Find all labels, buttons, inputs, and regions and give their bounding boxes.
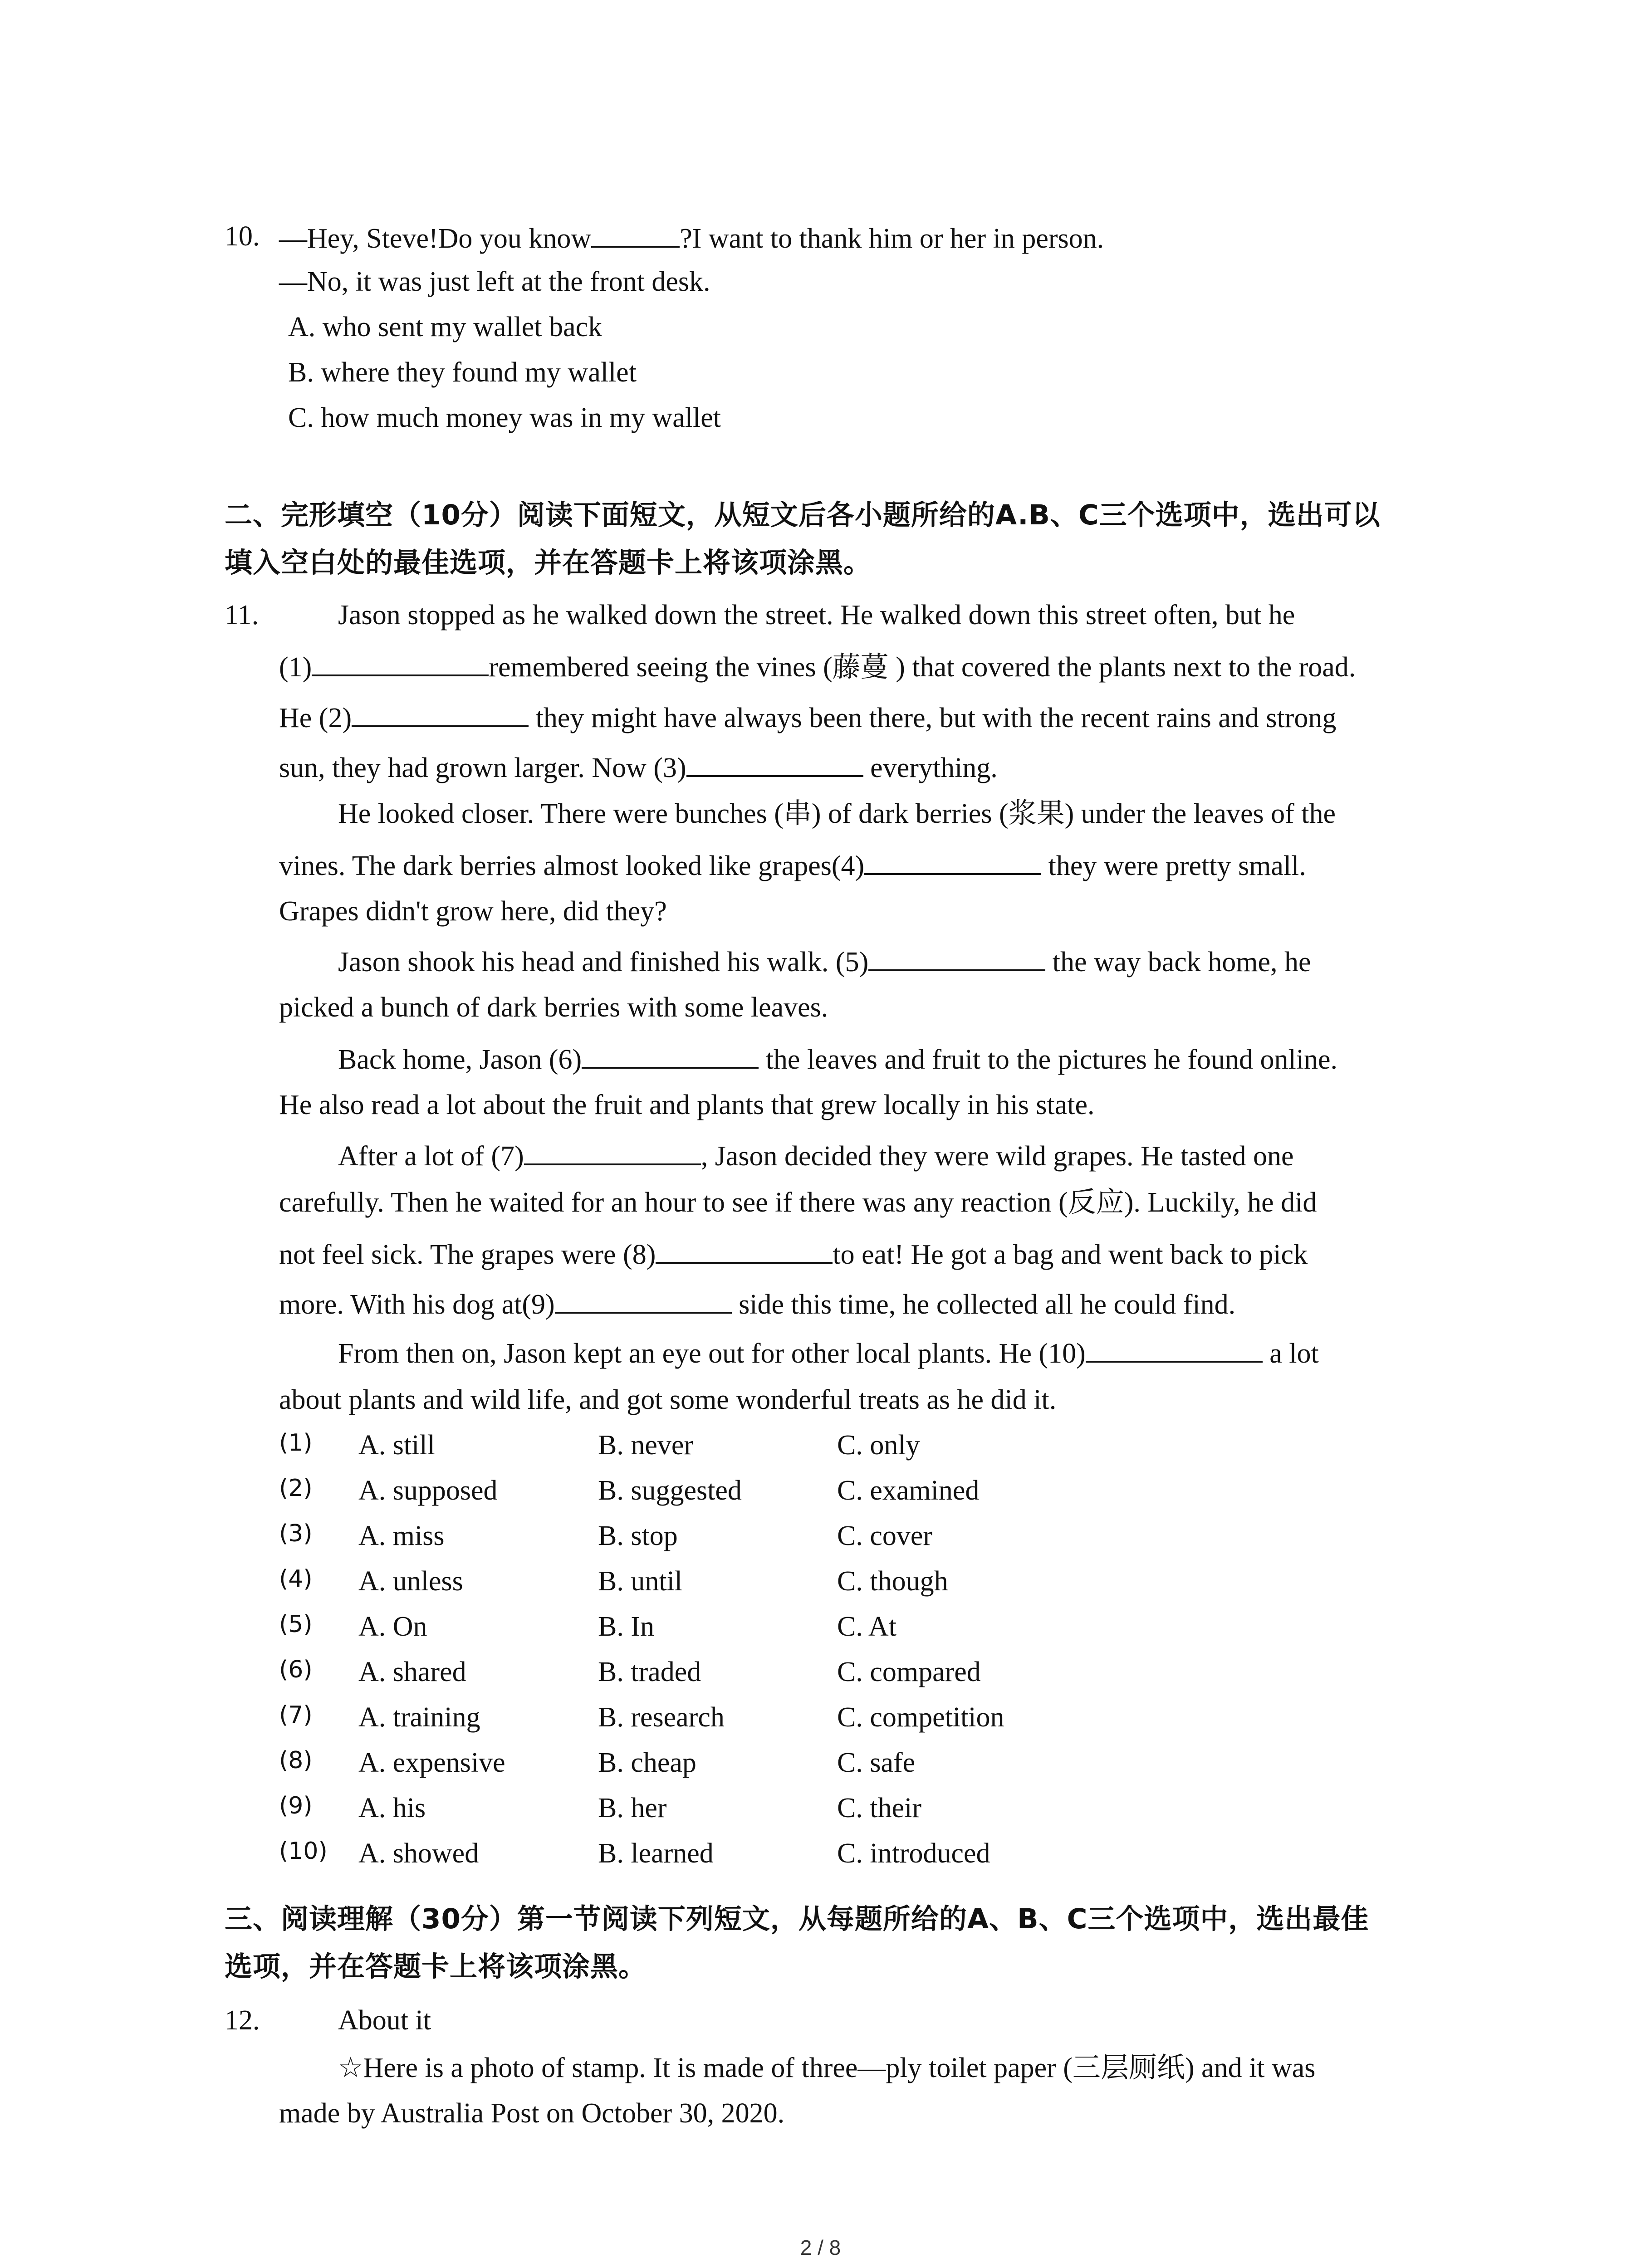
answer-blank-10 bbox=[1086, 1337, 1263, 1363]
q10-line2: —No, it was just left at the front desk. bbox=[279, 266, 710, 297]
option-row: (10) A. showed B. learned C. introduced bbox=[279, 1838, 990, 1869]
answer-blank-2 bbox=[352, 702, 529, 727]
option-row: (2) A. supposed B. suggested C. examined bbox=[279, 1475, 980, 1506]
q11-p2-line2: vines. The dark berries almost looked like grapes(4) they were pretty small. bbox=[279, 850, 1306, 881]
page-number: 2 / 8 bbox=[800, 2236, 841, 2259]
answer-blank bbox=[591, 222, 680, 248]
q11-p4-line1: Back home, Jason (6) the leaves and fruit to the pictures he found online. bbox=[338, 1044, 1337, 1075]
answer-blank-1 bbox=[312, 651, 489, 676]
q11-p2-line3: Grapes didn't grow here, did they? bbox=[279, 896, 667, 927]
question-number: 10. bbox=[225, 221, 260, 252]
q11-p1-line4: sun, they had grown larger. Now (3) everything. bbox=[279, 753, 998, 783]
q10-option-b: B. where they found my wallet bbox=[288, 357, 637, 388]
q11-p3-line1: Jason shook his head and finished his walk. (5) the way back home, he bbox=[338, 947, 1311, 978]
answer-blank-4 bbox=[864, 850, 1041, 875]
option-row: (6) A. shared B. traded C. compared bbox=[279, 1656, 981, 1687]
q11-p1-line1: Jason stopped as he walked down the street. He walked down this street often, but he bbox=[338, 600, 1295, 631]
q12-title: About it bbox=[338, 2005, 431, 2036]
section-heading-cloze-cont: 填入空白处的最佳选项，并在答题卡上将该项涂黑。 bbox=[225, 547, 872, 579]
answer-blank-5 bbox=[868, 946, 1045, 971]
option-row: (4) A. unless B. until C. though bbox=[279, 1565, 948, 1597]
section-heading-reading-cont: 选项，并在答题卡上将该项涂黑。 bbox=[225, 1950, 647, 1983]
option-row: (5) A. On B. In C. At bbox=[279, 1611, 896, 1642]
q11-p5-line2: carefully. Then he waited for an hour to see if there was any reaction (反应). Luckily, he did bbox=[279, 1187, 1317, 1218]
answer-blank-9 bbox=[555, 1288, 732, 1314]
option-row: (3) A. miss B. stop C. cover bbox=[279, 1520, 933, 1551]
q10-option-a: A. who sent my wallet back bbox=[288, 312, 603, 342]
answer-blank-3 bbox=[686, 752, 863, 777]
q11-p6-line2: about plants and wild life, and got some wonderful treats as he did it. bbox=[279, 1384, 1057, 1415]
q11-p4-line2: He also read a lot about the fruit and plants that grew locally in his state. bbox=[279, 1090, 1095, 1120]
q12-line2: made by Australia Post on October 30, 2020. bbox=[279, 2098, 785, 2129]
q11-p5-line3: not feel sick. The grapes were (8) to eat! He got a bag and went back to pick bbox=[279, 1239, 1308, 1270]
q11-p1-line3: He (2) they might have always been there, but with the recent rains and strong bbox=[279, 703, 1337, 733]
q12-line1: ☆Here is a photo of stamp. It is made of three—ply toilet paper (三层厕纸) and it was bbox=[338, 2053, 1316, 2083]
q11-p6-line1: From then on, Jason kept an eye out for other local plants. He (10) a lot bbox=[338, 1338, 1319, 1369]
q11-p5-line1: After a lot of (7) , Jason decided they were wild grapes. He tasted one bbox=[338, 1141, 1294, 1172]
option-row: (8) A. expensive B. cheap C. safe bbox=[279, 1747, 916, 1778]
question-number: 12. bbox=[225, 2005, 260, 2036]
section-heading-cloze: 二、完形填空（10分）阅读下面短文，从短文后各小题所给的A.B、C三个选项中，选出可以 bbox=[225, 499, 1381, 531]
question-number: 11. bbox=[225, 600, 259, 631]
answer-blank-8 bbox=[656, 1238, 833, 1264]
option-row: (7) A. training B. research C. competition bbox=[279, 1701, 1004, 1733]
option-row: (9) A. his B. her C. their bbox=[279, 1792, 921, 1823]
q10-line1: —Hey, Steve!Do you know ?I want to thank him or her in person. bbox=[279, 223, 1104, 254]
answer-blank-7 bbox=[524, 1140, 701, 1165]
section-heading-reading: 三、阅读理解（30分）第一节阅读下列短文，从每题所给的A、B、C三个选项中，选出最佳 bbox=[225, 1903, 1369, 1935]
q11-p3-line2: picked a bunch of dark berries with some leaves. bbox=[279, 992, 828, 1023]
q10-option-c: C. how much money was in my wallet bbox=[288, 402, 721, 433]
answer-blank-6 bbox=[582, 1043, 759, 1069]
q11-p5-line4: more. With his dog at(9) side this time, he collected all he could find. bbox=[279, 1289, 1236, 1320]
q11-p2-line1: He looked closer. There were bunches (串) of dark berries (浆果) under the leaves of the bbox=[338, 798, 1336, 829]
option-row: (1) A. still B. never C. only bbox=[279, 1429, 920, 1461]
q11-p1-line2: (1) remembered seeing the vines (藤蔓 ) that covered the plants next to the road. bbox=[279, 652, 1356, 683]
